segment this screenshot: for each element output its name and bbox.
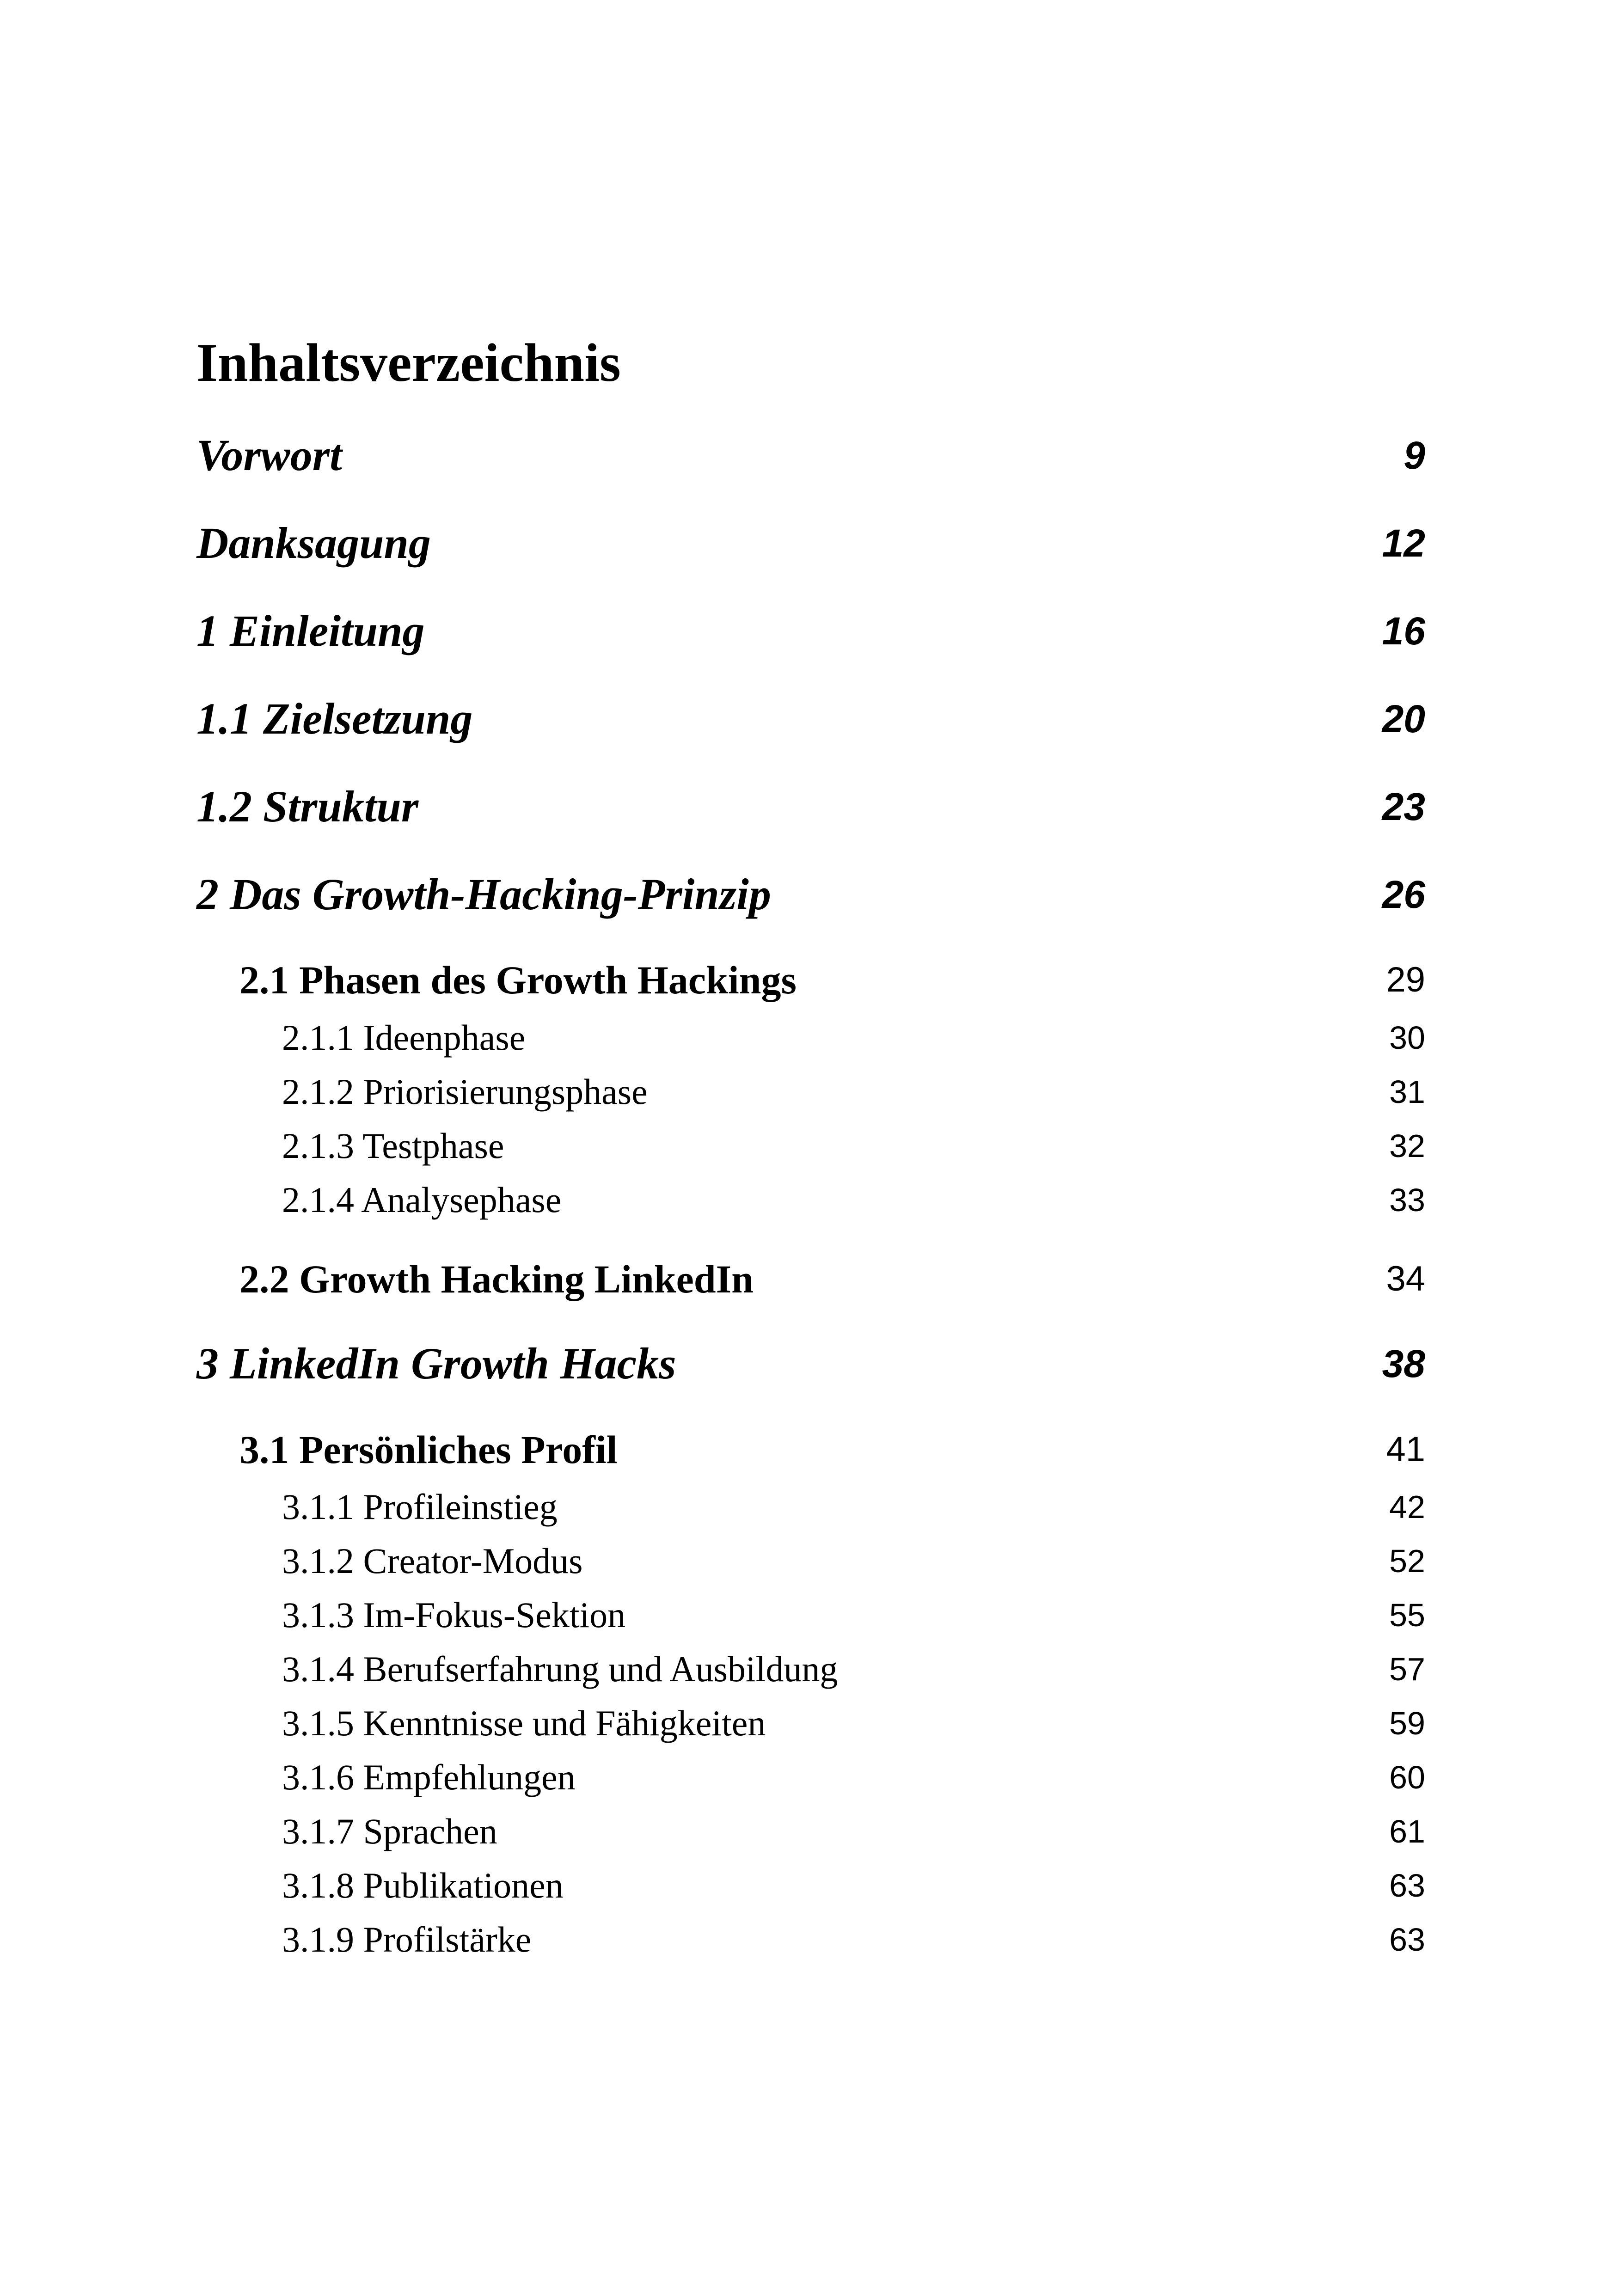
toc-entry-page-number: 31	[1389, 1074, 1425, 1110]
toc-entry-page-number: 26	[1382, 873, 1425, 916]
toc-entry-struktur	[0, 770, 1618, 844]
toc-entry-label: 3.1 Persönliches Profil	[239, 1427, 618, 1472]
toc-entry-page-number: 59	[1389, 1705, 1425, 1741]
toc-entry-page-number: 33	[1389, 1182, 1425, 1218]
toc-entry-label: 3.1.5 Kenntnisse und Fähigkeiten	[282, 1703, 766, 1743]
toc-entry-page-number: 41	[1386, 1430, 1425, 1469]
toc-entry-growth-hacking-linkedin	[0, 1242, 1618, 1316]
toc-entry-label: 1 Einleitung	[196, 606, 425, 655]
toc-entry-page-number: 57	[1389, 1651, 1425, 1687]
toc-entry-page-number: 38	[1382, 1342, 1425, 1385]
toc-entry-page-number: 23	[1382, 785, 1425, 828]
toc-entry-page-number: 30	[1389, 1020, 1425, 1056]
toc-entry-page-number: 55	[1389, 1597, 1425, 1633]
toc-entry-page-number: 20	[1382, 697, 1425, 741]
toc-entry-page-number: 63	[1389, 1867, 1425, 1904]
toc-entry-page-number: 61	[1389, 1813, 1425, 1849]
toc-entry-label: Danksagung	[196, 518, 431, 568]
toc-entry-page-number: 34	[1386, 1259, 1425, 1298]
toc-entry-page-number: 16	[1382, 609, 1425, 653]
toc-entry-analysephase	[0, 1163, 1618, 1237]
toc-entry-label: 3.1.2 Creator-Modus	[282, 1541, 583, 1581]
toc-title: Inhaltsverzeichnis	[196, 332, 621, 393]
toc-entry-zielsetzung	[0, 682, 1618, 756]
toc-entry-profilstaerke	[0, 1903, 1618, 1977]
toc-entry-label: 3.1.6 Empfehlungen	[282, 1757, 576, 1797]
toc-entry-page-number: 60	[1389, 1759, 1425, 1795]
toc-entry-page-number: 52	[1389, 1543, 1425, 1579]
toc-entry-page-number: 12	[1382, 521, 1425, 565]
toc-entry-label: 2 Das Growth-Hacking-Prinzip	[196, 869, 771, 919]
toc-entry-label: 3.1.1 Profileinstieg	[282, 1487, 558, 1527]
toc-entry-label: 2.2 Growth Hacking LinkedIn	[239, 1257, 754, 1301]
toc-entry-page-number: 42	[1389, 1489, 1425, 1525]
toc-entry-label: 2.1.1 Ideenphase	[282, 1017, 526, 1058]
toc-entry-label: 3.1.8 Publikationen	[282, 1865, 564, 1905]
toc-entry-label: 1.1 Zielsetzung	[196, 694, 473, 743]
toc-entry-label: 3.1.9 Profilstärke	[282, 1919, 532, 1959]
toc-entry-page-number: 32	[1389, 1128, 1425, 1164]
toc-entry-label: 3 LinkedIn Growth Hacks	[196, 1339, 676, 1388]
toc-entry-label: 3.1.4 Berufserfahrung und Ausbildung	[282, 1649, 838, 1689]
toc-entry-label: 2.1 Phasen des Growth Hackings	[239, 958, 797, 1002]
toc-entry-label: 3.1.3 Im-Fokus-Sektion	[282, 1595, 626, 1635]
toc-entry-page-number: 29	[1386, 960, 1425, 999]
toc-entry-label: 2.1.4 Analysephase	[282, 1180, 562, 1220]
toc-entry-page-number: 9	[1403, 434, 1425, 477]
toc-entry-linkedin-growth-hacks	[0, 1327, 1618, 1401]
toc-entry-danksagung	[0, 506, 1618, 580]
toc-entry-label: 3.1.7 Sprachen	[282, 1811, 497, 1851]
toc-entry-einleitung	[0, 594, 1618, 668]
toc-entry-growth-hacking-prinzip	[0, 857, 1618, 931]
toc-entry-label: Vorwort	[196, 430, 342, 480]
toc-entry-label: 1.2 Struktur	[196, 782, 419, 831]
toc-entry-vorwort	[0, 418, 1618, 492]
toc-entry-label: 2.1.2 Priorisierungsphase	[282, 1071, 648, 1112]
toc-entry-label: 2.1.3 Testphase	[282, 1126, 504, 1166]
toc-entry-page-number: 63	[1389, 1922, 1425, 1958]
